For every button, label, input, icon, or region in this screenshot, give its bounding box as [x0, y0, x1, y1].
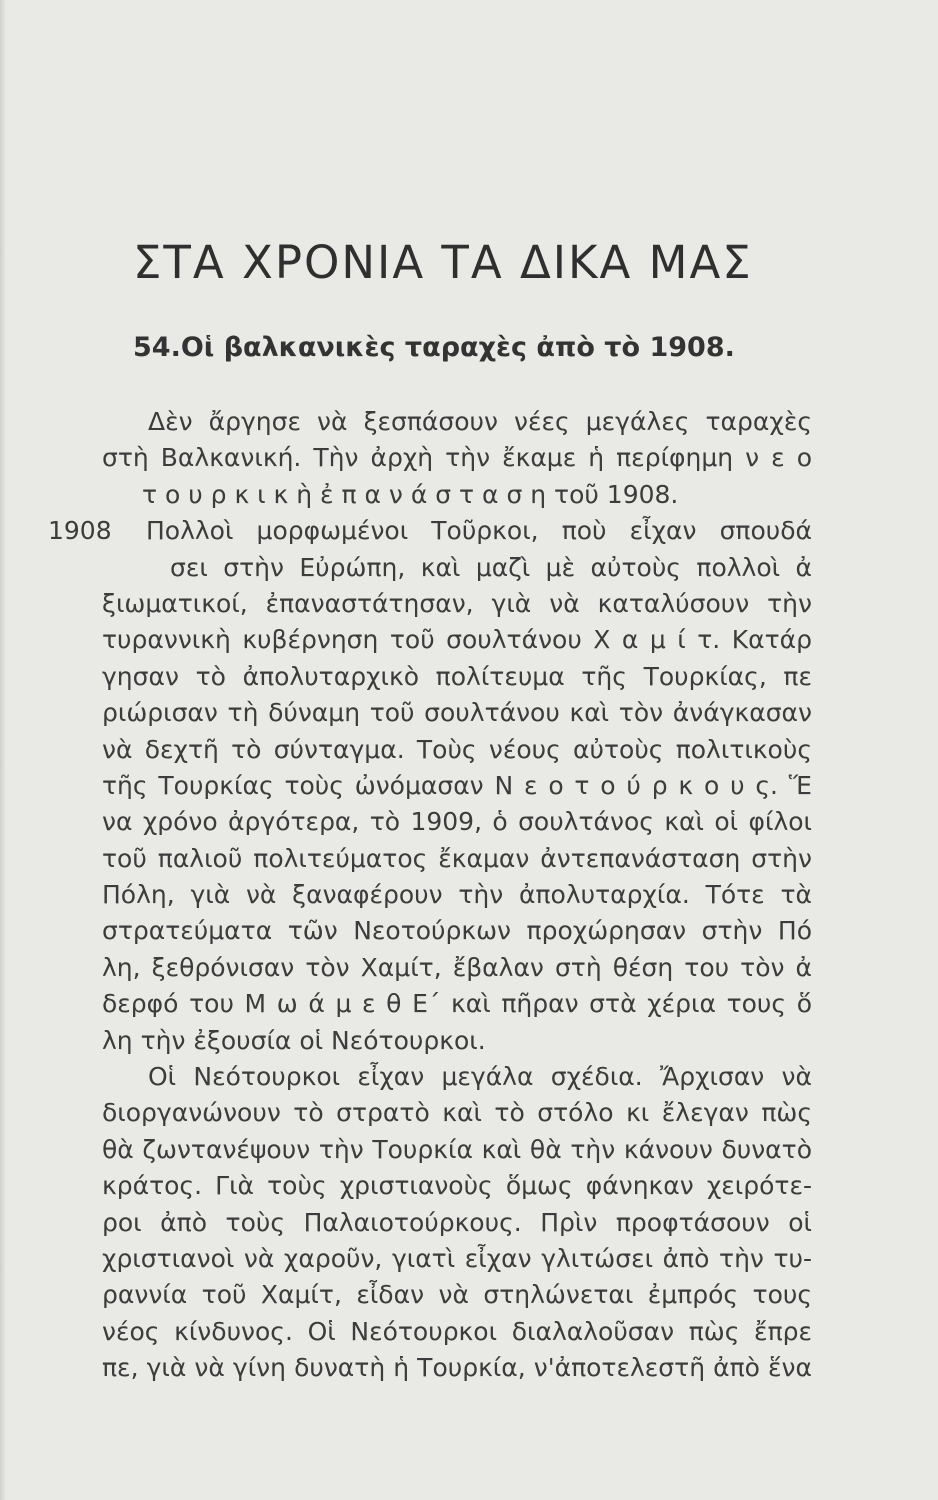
text-line: πε, γιὰ νὰ γίνη δυνατὴ ἡ Τουρκία, ν'ἀποτελεστῆ ἀπὸ ἕνα — [102, 1353, 812, 1383]
text-line: λη τὴν ἐξουσία οἱ Νεότουρκοι. — [102, 1025, 486, 1055]
text-line: διοργανώνουν τὸ στρατὸ καὶ τὸ στόλο κι ἔλεγαν πὼς — [102, 1098, 812, 1128]
text-line: τῆς Τουρκίας τοὺς ὠνόμασαν Ν ε ο τ ο ύ ρ κ ο υ ς. Ἕ — [102, 770, 812, 800]
text-line: θὰ ζωντανέψουν τὴν Τουρκία καὶ θὰ τὴν κάνουν δυνατὸ — [102, 1134, 812, 1164]
body-text — [48, 404, 812, 1387]
page-edge-shadow — [0, 0, 6, 1500]
text-line: ραννία τοῦ Χαμίτ, εἶδαν νὰ στηλώνεται ἐμπρός τους — [102, 1280, 812, 1310]
text-line: δερφό του Μ ω ά μ ε θ Ε΄ καὶ πῆραν στὰ χέρια τους ὅ — [102, 989, 812, 1019]
text-line: ξιωματικοί, ἐπαναστάτησαν, γιὰ νὰ καταλύσουν τὴν — [102, 588, 812, 618]
text-line: κράτος. Γιὰ τοὺς χριστιανοὺς ὅμως φάνηκαν χειρότε- — [102, 1171, 812, 1201]
text-line: γησαν τὸ ἀπολυταρχικὸ πολίτευμα τῆς Τουρκίας, πε — [102, 661, 812, 691]
text-line: στὴ Βαλκανική. Τὴν ἀρχὴ τὴν ἔκαμε ἡ περίφημη ν ε ο — [102, 443, 812, 473]
text-line-content: τ ο υ ρ κ ι κ ὴ ἐ π α ν ά σ τ α σ η τοῦ 1908. — [142, 479, 679, 509]
text-line: τοῦ παλιοῦ πολιτεύματος ἔκαμαν ἀντεπανάσταση στὴν — [102, 843, 812, 873]
text-line — [48, 513, 812, 549]
chapter-title: ΣΤΑ ΧΡΟΝΙΑ ΤΑ ΔΙΚΑ ΜΑΣ — [133, 236, 753, 289]
text-line: ριώρισαν τὴ δύναμη τοῦ σουλτάνου καὶ τὸν ἀνάγκασαν — [102, 698, 812, 728]
section-heading: 54.Οἱ βαλκανικὲς ταραχὲς ἀπὸ τὸ 1908. — [133, 332, 735, 363]
text-line: τυραννικὴ κυβέρνηση τοῦ σουλτάνου Χ α μ ί τ. Κατάρ — [102, 625, 812, 655]
text-line: Οἱ Νεότουρκοι εἶχαν μεγάλα σχέδια. Ἄρχισαν νὰ — [148, 1062, 812, 1092]
text-line: χριστιανοὶ νὰ χαροῦν, γιατὶ εἶχαν γλιτώσει ἀπὸ τὴν τυ- — [102, 1243, 812, 1273]
text-line: νέος κίνδυνος. Οἱ Νεότουρκοι διαλαλοῦσαν πὼς ἔπρε — [102, 1316, 812, 1346]
text-line: ροι ἀπὸ τοὺς Παλαιοτούρκους. Πρὶν προφτάσουν οἱ — [102, 1207, 812, 1237]
text-line: Πόλη, γιὰ νὰ ξαναφέρουν τὴν ἀπολυταρχία. Τότε τὰ — [102, 880, 812, 910]
text-line: νὰ δεχτῆ τὸ σύνταγμα. Τοὺς νέους αὐτοὺς πολιτικοὺς — [102, 734, 812, 764]
margin-year: 1908 — [48, 516, 112, 546]
text-line: σει στὴν Εὐρώπη, καὶ μαζὶ μὲ αὐτοὺς πολλοὶ ἀ — [170, 552, 812, 582]
text-line: λη, ξεθρόνισαν τὸν Χαμίτ, ἔβαλαν στὴ θέση του τὸν ἀ — [102, 952, 812, 982]
text-line-content: Πολλοὶ μορφωμένοι Τοῦρκοι, ποὺ εἶχαν σπουδά — [146, 516, 812, 546]
text-line: στρατεύματα τῶν Νεοτούρκων προχώρησαν στὴν Πό — [102, 916, 812, 946]
text-line: Δὲν ἄργησε νὰ ξεσπάσουν νέες μεγάλες ταραχὲς — [148, 407, 812, 436]
text-line — [102, 477, 812, 513]
text-line: να χρόνο ἀργότερα, τὸ 1909, ὁ σουλτάνος καὶ οἱ φίλοι — [102, 807, 812, 837]
